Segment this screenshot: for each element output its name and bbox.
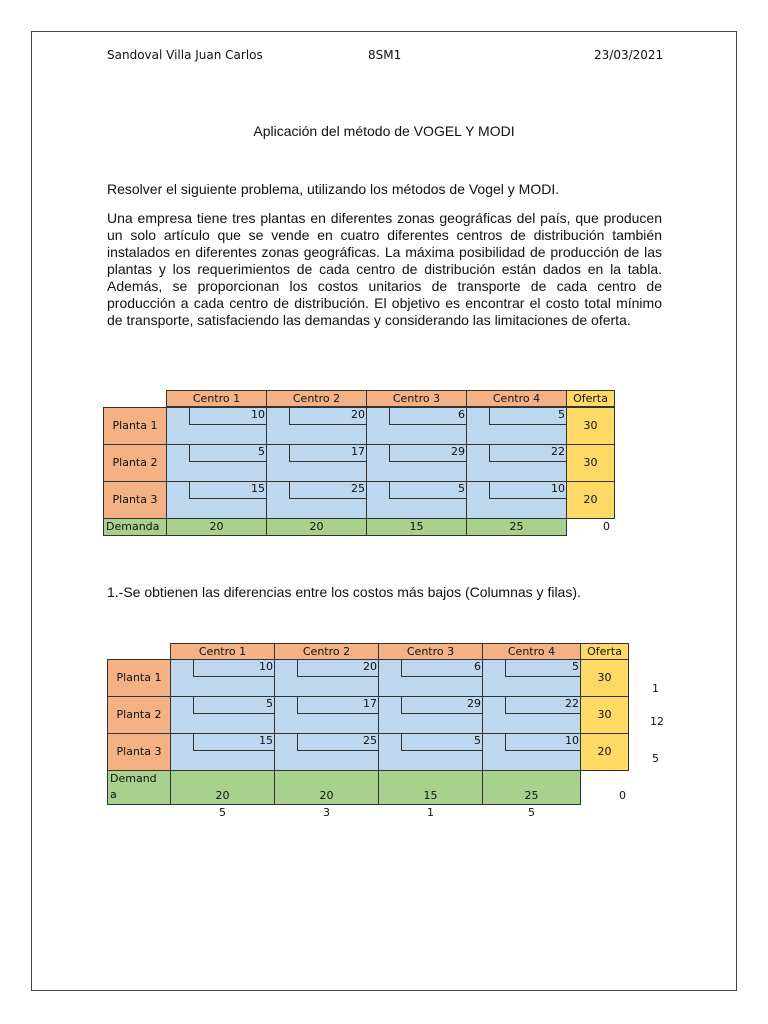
- t2-col-header: Centro 3: [378, 643, 483, 660]
- t2-oferta-value: 20: [580, 733, 629, 771]
- t2-oferta-header: Oferta: [580, 643, 629, 660]
- problem-paragraph: Una empresa tiene tres plantas en diferentes zonas geográficas del país, que producen un solo artículo que se vende en cuatro diferentes centros de distribución también instalados en diferentes zonas geográficas. La máxima posibilidad de producción de las plantas y los requerimientos de cada centro de distribución están dados en la tabla. Además, se proporcionan los costos unitarios de transporte de cada centro de producción a cada centro de distribución. El objetivo es encontrar el costo total mínimo de transporte, satisfaciendo las demandas y considerando las limitaciones de oferta.: [107, 210, 662, 328]
- t2-cost-cell: [170, 733, 275, 771]
- t2-oferta-value: 30: [580, 659, 629, 697]
- t2-cost-cell: [274, 659, 379, 697]
- t2-demand-value: 25: [482, 770, 581, 805]
- t1-demand-value: 25: [466, 518, 567, 536]
- t1-cost-cell: [366, 407, 467, 445]
- t2-demand-value: 20: [274, 770, 379, 805]
- t2-col-penalty: 3: [323, 806, 330, 819]
- t1-row-label: Planta 1: [103, 407, 167, 445]
- t1-demand-value: 20: [266, 518, 367, 536]
- t1-cost-cell: [466, 444, 567, 482]
- t2-row-penalty: 1: [652, 682, 659, 695]
- t2-cost-cell: [170, 659, 275, 697]
- t2-cost-value: 29: [401, 697, 483, 714]
- t1-cost-value: 5: [489, 408, 567, 425]
- t1-row-label: Planta 2: [103, 444, 167, 482]
- t1-cost-value: 17: [289, 445, 367, 462]
- t1-cost-value: 10: [489, 482, 567, 499]
- t1-oferta-header: Oferta: [566, 390, 615, 407]
- t2-cost-value: 15: [193, 734, 275, 751]
- t2-col-penalty: 5: [528, 806, 535, 819]
- t2-cost-value: 10: [505, 734, 581, 751]
- t1-col-header: Centro 4: [466, 390, 567, 407]
- t2-cost-value: 22: [505, 697, 581, 714]
- document-date: 23/03/2021: [594, 48, 664, 62]
- t1-cost-cell: [166, 407, 267, 445]
- t1-balance: 0: [603, 520, 610, 533]
- t2-cost-cell: [378, 696, 483, 734]
- t1-row-label: Planta 3: [103, 481, 167, 519]
- t1-cost-value: 22: [489, 445, 567, 462]
- t1-oferta-value: 20: [566, 481, 615, 519]
- t2-col-penalty: 5: [219, 806, 226, 819]
- t1-demand-label: Demanda: [103, 518, 167, 536]
- t1-cost-value: 5: [389, 482, 467, 499]
- t2-col-header: Centro 2: [274, 643, 379, 660]
- t1-cost-value: 20: [289, 408, 367, 425]
- t1-col-header: Centro 3: [366, 390, 467, 407]
- t2-demand-label-line: Demand: [110, 772, 157, 785]
- t1-cost-value: 5: [189, 445, 267, 462]
- t1-col-header: Centro 1: [166, 390, 267, 407]
- t2-cost-value: 6: [401, 660, 483, 677]
- t2-row-label: Planta 2: [107, 696, 171, 734]
- t1-cost-value: 6: [389, 408, 467, 425]
- t2-cost-value: 17: [297, 697, 379, 714]
- t2-balance: 0: [619, 789, 626, 802]
- t2-cost-cell: [274, 733, 379, 771]
- t2-demand-value: 20: [170, 770, 275, 805]
- t1-cost-value: 25: [289, 482, 367, 499]
- t1-cost-cell: [166, 444, 267, 482]
- t1-cost-cell: [466, 407, 567, 445]
- t2-demand-label-line: a: [110, 788, 117, 801]
- t1-demand-value: 15: [366, 518, 467, 536]
- t2-cost-cell: [482, 696, 581, 734]
- group-code: 8SM1: [368, 48, 402, 62]
- t1-cost-cell: [366, 481, 467, 519]
- t2-demand-label: [107, 770, 171, 805]
- t2-row-penalty: 5: [652, 752, 659, 765]
- t1-cost-cell: [366, 444, 467, 482]
- t1-cost-value: 10: [189, 408, 267, 425]
- t1-cost-cell: [466, 481, 567, 519]
- t2-row-label: Planta 1: [107, 659, 171, 697]
- t2-cost-cell: [378, 733, 483, 771]
- t2-col-header: Centro 1: [170, 643, 275, 660]
- t1-cost-cell: [266, 407, 367, 445]
- t2-cost-cell: [378, 659, 483, 697]
- t1-demand-value: 20: [166, 518, 267, 536]
- t2-row-label: Planta 3: [107, 733, 171, 771]
- t2-cost-value: 5: [401, 734, 483, 751]
- t2-cost-value: 10: [193, 660, 275, 677]
- t1-cost-cell: [266, 444, 367, 482]
- t2-cost-cell: [170, 696, 275, 734]
- t2-col-header: Centro 4: [482, 643, 581, 660]
- t2-oferta-value: 30: [580, 696, 629, 734]
- t2-cost-value: 25: [297, 734, 379, 751]
- t1-cost-value: 15: [189, 482, 267, 499]
- t2-cost-cell: [482, 733, 581, 771]
- t2-demand-value: 15: [378, 770, 483, 805]
- t2-cost-cell: [482, 659, 581, 697]
- t2-row-penalty: 12: [650, 715, 664, 728]
- t2-cost-cell: [274, 696, 379, 734]
- author-name: Sandoval Villa Juan Carlos: [107, 48, 263, 62]
- t1-oferta-value: 30: [566, 407, 615, 445]
- intro-paragraph: Resolver el siguiente problema, utilizando los métodos de Vogel y MODI.: [107, 181, 560, 197]
- t1-cost-cell: [166, 481, 267, 519]
- t1-cost-value: 29: [389, 445, 467, 462]
- t2-cost-value: 20: [297, 660, 379, 677]
- step-1-text: 1.-Se obtienen las diferencias entre los costos más bajos (Columnas y filas).: [107, 584, 581, 600]
- t1-col-header: Centro 2: [266, 390, 367, 407]
- t1-oferta-value: 30: [566, 444, 615, 482]
- document-title: Aplicación del método de VOGEL Y MODI: [253, 123, 515, 139]
- t2-cost-value: 5: [193, 697, 275, 714]
- t2-col-penalty: 1: [427, 806, 434, 819]
- t2-cost-value: 5: [505, 660, 581, 677]
- t1-cost-cell: [266, 481, 367, 519]
